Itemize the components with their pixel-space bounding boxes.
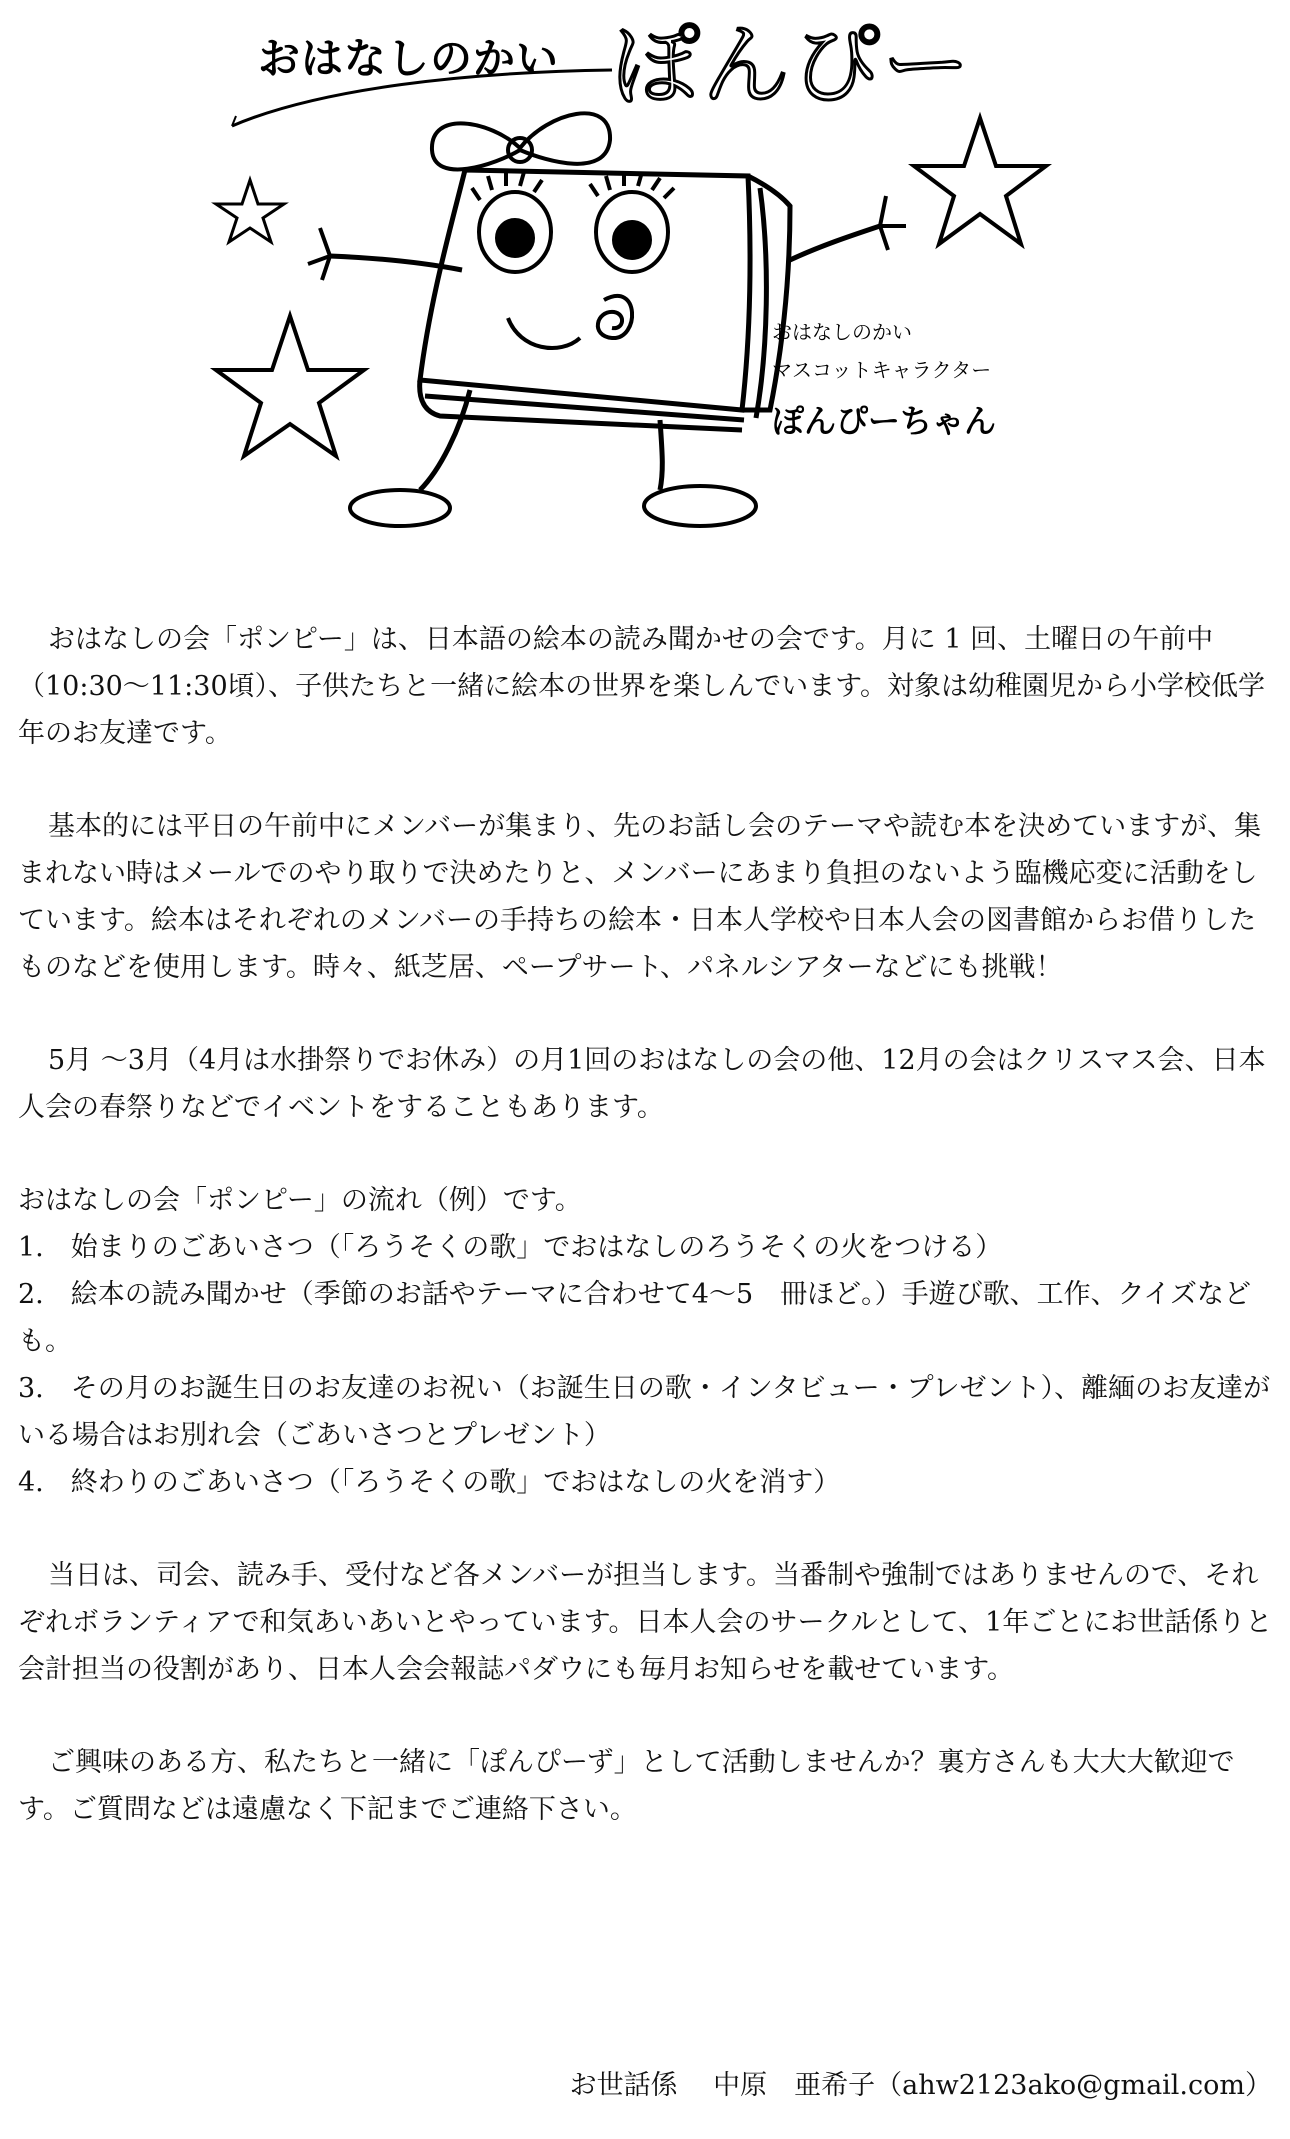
mascot-caption-line2: マスコットキャラクター — [772, 358, 992, 382]
paragraph-invitation: ご興味のある方、私たちと一緒に「ぽんぴーず」として活動しませんか？裏方さんも大大大歓迎です。ご質問などは遠慮なく下記までご連絡下さい。 — [18, 1747, 1235, 1825]
right-leg — [660, 420, 662, 490]
document-body — [18, 616, 1276, 1879]
eyes — [472, 172, 674, 272]
large-star-left-icon — [216, 316, 364, 456]
large-star-right-icon — [914, 118, 1046, 244]
left-leg — [420, 390, 470, 490]
mouth — [508, 318, 580, 348]
paragraph-intro: おはなしの会「ポンピー」は、日本語の絵本の読み聞かせの会です。月に 1 回、土曜日の午前中（10:30〜11:30頃）、子供たちと一緒に絵本の世界を楽しんでいます。対象は幼稚園児から小学校低学年のお友達です。 — [18, 624, 1265, 749]
header-illustration — [0, 0, 1290, 560]
mascot-name: ぽんぴーちゃん — [772, 402, 997, 440]
cheek-swirl — [598, 296, 632, 338]
right-foot — [644, 486, 756, 526]
small-star-icon — [216, 180, 284, 242]
title-big: ぽんぴー — [612, 14, 973, 117]
paragraph-events: 5月 〜3月（4月は水掛祭りでお休み）の月1回のおはなしの会の他、12月の会はクリスマス会、日本人会の春祭りなどでイベントをすることもあります。 — [18, 1045, 1266, 1123]
mascot-caption-line1: おはなしのかい — [772, 320, 912, 344]
flow-item: 3. その月のお誕生日のお友達のお祝い（お誕生日の歌・インタビュー・プレゼント）、離緬のお友達がいる場合はお別れ会（ごあいさつとプレゼント） — [18, 1373, 1271, 1451]
flow-section — [18, 1177, 1276, 1506]
flow-item: 4. 終わりのごあいさつ（「ろうそくの歌」でおはなしの火を消す） — [18, 1467, 841, 1498]
flow-item: 1. 始まりのごあいさつ（「ろうそくの歌」でおはなしのろうそくの火をつける） — [18, 1232, 1003, 1263]
left-foot — [350, 490, 450, 526]
right-arm — [790, 226, 880, 260]
paragraph-roles: 当日は、司会、読み手、受付など各メンバーが担当します。当番制や強制ではありませんので、それぞれボランティアで和気あいあいとやっています。日本人会のサークルとして、1年ごとにお世話係りと会計担当の役割があり、日本人会会報誌パダウにも毎月お知らせを載せています。 — [18, 1560, 1273, 1685]
ribbon-icon — [432, 113, 610, 169]
flow-item: 2. 絵本の読み聞かせ（季節のお話やテーマに合わせて4〜5 冊ほど。）手遊び歌、工作、クイズなども。 — [18, 1279, 1251, 1357]
flow-heading: おはなしの会「ポンピー」の流れ（例）です。 — [18, 1185, 582, 1216]
paragraph-activities: 基本的には平日の午前中にメンバーが集まり、先のお話し会のテーマや読む本を決めていますが、集まれない時はメールでのやり取りで決めたりと、メンバーにあまり負担のないよう臨機応変に活動をしています。絵本はそれぞれのメンバーの手持ちの絵本・日本人学校や日本人会の図書館からお借りしたものなどを使用します。時々、紙芝居、ペープサート、パネルシアターなどにも挑戦！ — [18, 811, 1262, 983]
signature-contact: お世話係 中原 亜希子（ahw2123ako@gmail.com） — [569, 2070, 1272, 2101]
title-small: おはなしのかい — [258, 34, 560, 83]
